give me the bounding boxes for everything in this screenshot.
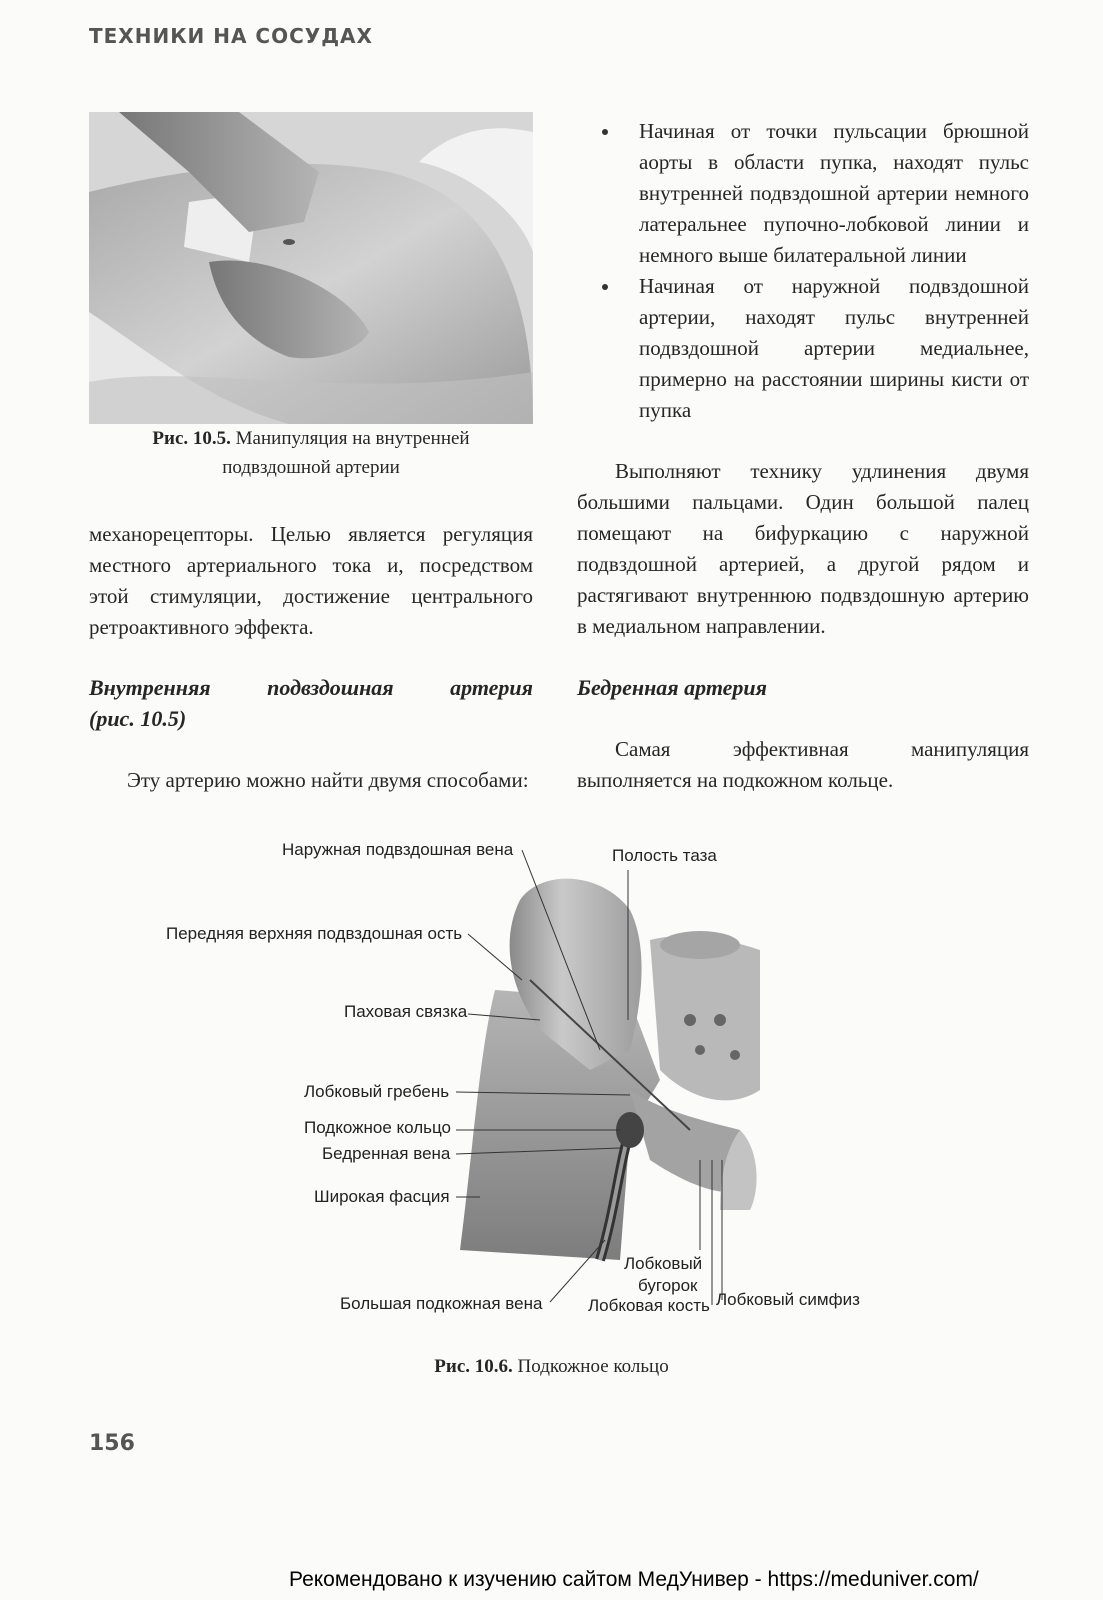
right-column-para1 xyxy=(577,456,1029,642)
caption-line: Манипуляция на внутренней xyxy=(235,428,470,449)
label-femoral-vein: Бедренная вена xyxy=(322,1144,451,1163)
figure-10-5-photo xyxy=(89,112,533,424)
figure-10-6-diagram xyxy=(160,830,920,1330)
label-pubic-tubercle-line2: бугорок xyxy=(638,1276,698,1295)
label-asis: Передняя верхняя подвздошная ость xyxy=(166,924,463,943)
paragraph: Выполняют технику удлинения двумя большими пальцами. Один большой палец помещают на бифуркацию с наружной подвздошной артерией, а другой рядом и растягивают внутреннюю подвздошную артерию в медиальном направлении. xyxy=(577,459,1029,638)
label-pubic-tubercle-line1: Лобковый xyxy=(624,1254,703,1273)
label-great-saphenous-vein: Большая подкожная вена xyxy=(340,1294,543,1313)
heading-line: Внутренняя подвздошная артерия xyxy=(89,675,533,700)
heading-line: (рис. 10.5) xyxy=(89,706,187,731)
label-ext-iliac-vein: Наружная подвздошная вена xyxy=(282,840,514,859)
page-number: 156 xyxy=(89,1431,135,1456)
figure-10-6-caption xyxy=(0,1352,1103,1381)
left-column-para2 xyxy=(89,765,533,796)
right-column-para2 xyxy=(577,734,1029,796)
label-pubic-crest: Лобковый гребень xyxy=(304,1082,450,1101)
caption-line: подвздошной артерии xyxy=(222,457,400,478)
label-subcutaneous-ring: Подкожное кольцо xyxy=(304,1118,451,1137)
label-pubic-bone: Лобковая кость xyxy=(588,1296,710,1315)
heading: Бедренная артерия xyxy=(577,675,767,700)
label-pelvic-cavity: Полость таза xyxy=(612,846,717,865)
label-inguinal-ligament: Паховая связка xyxy=(344,1002,468,1021)
label-fascia-lata: Широкая фасция xyxy=(314,1187,450,1206)
paragraph: Самая эффективная манипуляция выполняется на подкожном кольце. xyxy=(577,737,1029,792)
left-column xyxy=(89,519,533,643)
section-heading-internal-iliac xyxy=(89,672,533,734)
paragraph: Эту артерию можно найти двумя способами: xyxy=(127,768,529,792)
right-column-list xyxy=(577,116,1029,426)
list-item-text: Начиная от точки пульсации брюшной аорты в области пупка, находят пульс внутренней подвздошной артерии немного латеральнее пупочно-лобковой линии и немного выше билатеральной линии xyxy=(639,119,1029,267)
bullet-icon xyxy=(602,284,608,290)
list-item xyxy=(577,271,1029,426)
bullet-icon xyxy=(602,129,608,135)
figure-number: Рис. 10.5. xyxy=(152,428,231,449)
figure-10-5-caption xyxy=(89,424,533,482)
list-item-text: Начиная от наружной подвздошной артерии, находят пульс внутренней подвздошной артерии медиальнее, примерно на расстоянии ширины кисти от пупка xyxy=(639,274,1029,422)
paragraph: механорецепторы. Целью является регуляция местного артериального тока и, посредством этой стимуляции, достижение центрального ретроактивного эффекта. xyxy=(89,522,533,639)
section-heading-femoral xyxy=(577,672,1029,703)
figure-number: Рис. 10.6. xyxy=(434,1356,513,1377)
caption-text: Подкожное кольцо xyxy=(517,1356,669,1377)
running-head: ТЕХНИКИ НА СОСУДАХ xyxy=(89,24,373,48)
footer-watermark: Рекомендовано к изучению сайтом МедУнивер - https://meduniver.com/ xyxy=(289,1568,979,1591)
list-item xyxy=(577,116,1029,271)
label-pubic-symphysis: Лобковый симфиз xyxy=(716,1290,860,1309)
bullet-list xyxy=(577,116,1029,426)
